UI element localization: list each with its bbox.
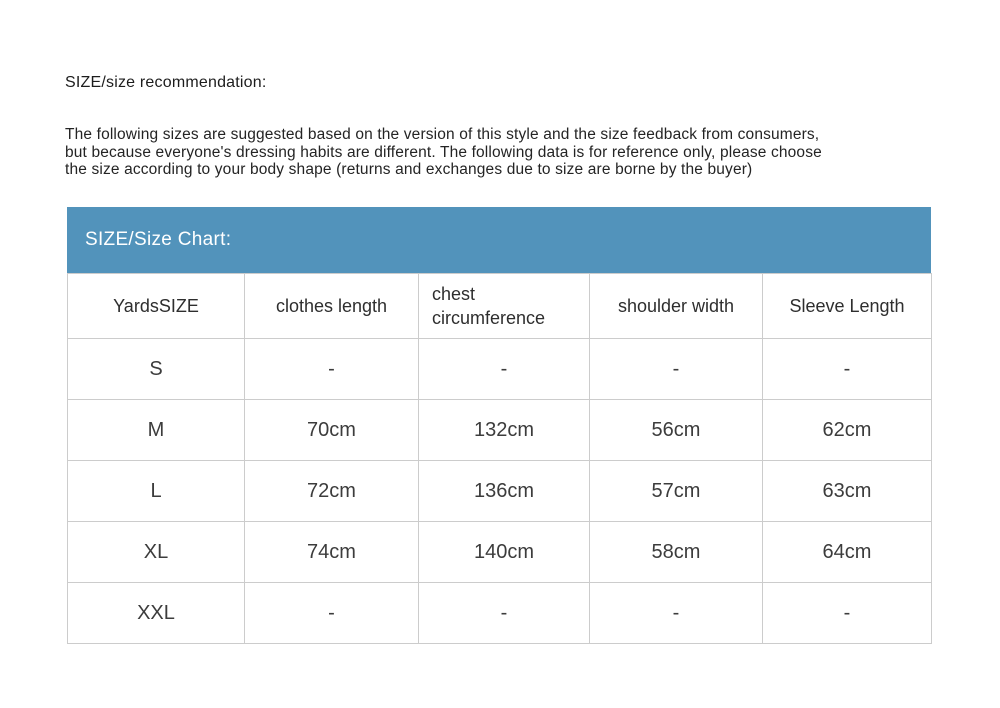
sleeve-length-value: 64cm bbox=[763, 522, 932, 583]
size-chart bbox=[67, 207, 931, 644]
paragraph-line: the size according to your body shape (returns and exchanges due to size are borne by the buyer) bbox=[65, 161, 753, 178]
sleeve-length-value: 63cm bbox=[763, 461, 932, 522]
column-header-chest-circumference: chest circumference bbox=[419, 274, 590, 339]
shoulder-width-value: 57cm bbox=[590, 461, 763, 522]
chest-circumference-value: 140cm bbox=[419, 522, 590, 583]
size-chart-title: SIZE/Size Chart: bbox=[85, 229, 232, 250]
column-header-size: YardsSIZE bbox=[68, 274, 245, 339]
column-header-clothes-length: clothes length bbox=[245, 274, 419, 339]
shoulder-width-value: 56cm bbox=[590, 400, 763, 461]
size-recommendation-heading: SIZE/size recommendation: bbox=[65, 74, 267, 91]
table-row-size-l bbox=[68, 461, 932, 522]
chest-circumference-value: - bbox=[419, 583, 590, 644]
size-label: XXL bbox=[68, 583, 245, 644]
clothes-length-value: 72cm bbox=[245, 461, 419, 522]
clothes-length-value: - bbox=[245, 583, 419, 644]
chest-circumference-value: 132cm bbox=[419, 400, 590, 461]
shoulder-width-value: - bbox=[590, 339, 763, 400]
size-table-header-row bbox=[68, 274, 932, 339]
shoulder-width-value: - bbox=[590, 583, 763, 644]
size-label: M bbox=[68, 400, 245, 461]
column-header-sleeve-length: Sleeve Length bbox=[763, 274, 932, 339]
size-label: L bbox=[68, 461, 245, 522]
shoulder-width-value: 58cm bbox=[590, 522, 763, 583]
size-chart-table bbox=[67, 273, 932, 644]
clothes-length-value: 74cm bbox=[245, 522, 419, 583]
size-label: S bbox=[68, 339, 245, 400]
sleeve-length-value: - bbox=[763, 583, 932, 644]
sleeve-length-value: 62cm bbox=[763, 400, 932, 461]
clothes-length-value: 70cm bbox=[245, 400, 419, 461]
table-row-size-m bbox=[68, 400, 932, 461]
chest-circumference-value: 136cm bbox=[419, 461, 590, 522]
paragraph-line: but because everyone's dressing habits are different. The following data is for reference only, please choose bbox=[65, 143, 822, 161]
table-row-size-xxl bbox=[68, 583, 932, 644]
clothes-length-value: - bbox=[245, 339, 419, 400]
chest-circumference-value: - bbox=[419, 339, 590, 400]
table-row-size-s bbox=[68, 339, 932, 400]
size-label: XL bbox=[68, 522, 245, 583]
size-chart-title-bar bbox=[67, 207, 931, 273]
table-row-size-xl bbox=[68, 522, 932, 583]
column-header-shoulder-width: shoulder width bbox=[590, 274, 763, 339]
paragraph-line: The following sizes are suggested based on the version of this style and the size feedback from consumers, bbox=[65, 126, 820, 143]
sleeve-length-value: - bbox=[763, 339, 932, 400]
size-recommendation-paragraph bbox=[65, 126, 822, 179]
